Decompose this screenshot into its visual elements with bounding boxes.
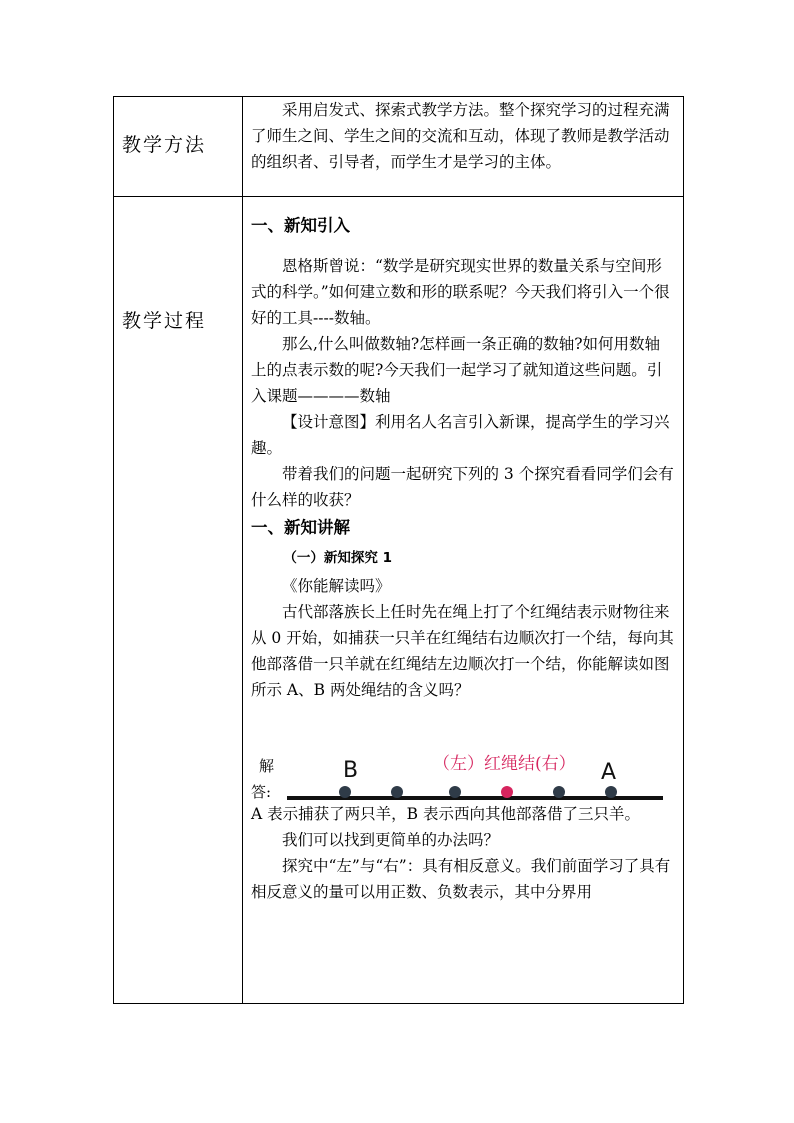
lesson-plan-table xyxy=(113,96,684,1004)
paragraph: 探究中“左”与“右”：具有相反意义。我们前面学习了具有相反意义的量可以用正数、负数表示，其中分界用 xyxy=(251,857,671,901)
subsection-heading: （一）新知探究 1 xyxy=(283,550,392,566)
row-content-cell xyxy=(243,97,684,197)
answer-text: A 表示捕获了两只羊，B 表示西向其他部落借了三只羊。 xyxy=(251,805,640,823)
red-knot xyxy=(501,786,513,798)
answer-label: 解 xyxy=(259,757,275,775)
method-paragraph: 采用启发式、探索式教学方法。整个探究学习的过程充满了师生之间、学生之间的交流和互动，体现了教师是教学活动的组织者、引导者，而学生才是学习的主体。 xyxy=(251,101,670,171)
row-label-cell xyxy=(114,97,243,197)
label-a: A xyxy=(601,760,617,785)
paragraph: 那么,什么叫做数轴?怎样画一条正确的数轴?如何用数轴上的点表示数的呢?今天我们一起学习了就知道这些问题。引入课题————数轴 xyxy=(251,335,663,405)
paragraph: 带着我们的问题一起研究下列的 3 个探究看看同学们会有什么样的收获？ xyxy=(251,465,674,509)
row-content-cell xyxy=(243,197,684,1004)
section-heading: 一、新知引入 xyxy=(251,216,350,235)
paragraph: 恩格斯曾说：“数学是研究现实世界的数量关系与空间形式的科学。”如何建立数和形的联系呢？今天我们将引入一个很好的工具----数轴。 xyxy=(251,257,670,327)
paragraph: 我们可以找到更简单的办法吗？ xyxy=(282,831,500,849)
red-knot-label: （左）红绳结(右） xyxy=(433,754,576,774)
answer-label: 答: xyxy=(251,783,272,801)
design-intent-paragraph: 【设计意图】利用名人名言引入新课，提高学生的学习兴趣。 xyxy=(251,413,670,457)
table-row xyxy=(114,197,684,1004)
row-label: 教学过程 xyxy=(122,310,207,332)
rope-knots-diagram xyxy=(287,747,667,803)
number-line-figure xyxy=(251,709,675,801)
knot xyxy=(339,786,351,798)
paragraph: 古代部落族长上任时先在绳上打了个红绳结表示财物往来从 0 开始，如捕获一只羊在红绳结右边顺次打一个结，每向其他部落借一只羊就在红绳结左边顺次打一个结，你能解读如图所示 A、B 两处绳结的含义吗？ xyxy=(251,603,674,699)
table-row xyxy=(114,97,684,197)
knot xyxy=(553,786,565,798)
row-label-cell xyxy=(114,197,243,1004)
paragraph: 《你能解读吗》 xyxy=(282,577,391,595)
knot xyxy=(391,786,403,798)
label-b: B xyxy=(343,758,359,783)
section-heading: 一、新知讲解 xyxy=(251,518,350,537)
row-label: 教学方法 xyxy=(122,134,207,156)
knot xyxy=(449,786,461,798)
knot xyxy=(605,786,617,798)
